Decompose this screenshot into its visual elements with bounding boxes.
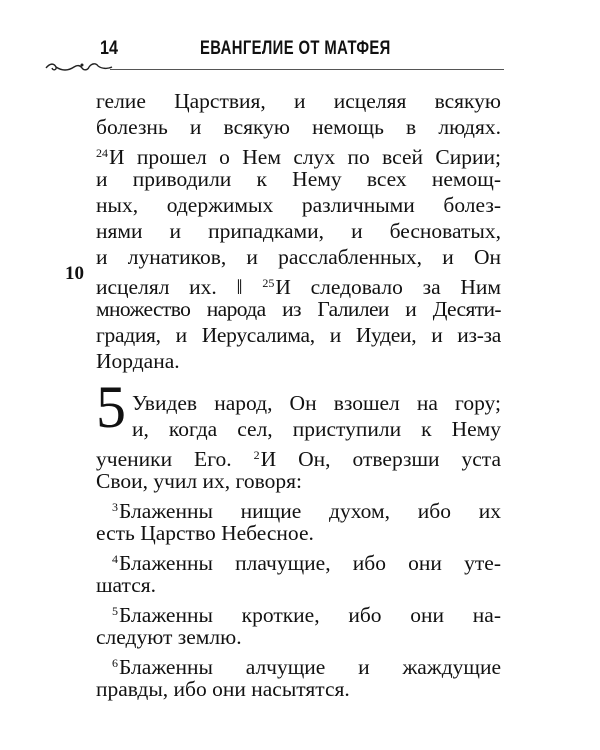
text-line: ных, одержимых различными болез- [96, 193, 501, 217]
page-number: 14 [100, 38, 118, 59]
text-line: ученики Его. $^2$И Он, отверзши уста [96, 447, 501, 471]
text-line: болезнь и всякую немощь в людях. [96, 115, 501, 139]
running-title: ЕВАНГЕЛИЕ ОТ МАТФЕЯ [200, 38, 391, 59]
text-line: правды, ибо они насытятся. [96, 677, 350, 701]
margin-line-number: 10 [65, 263, 84, 284]
text-line: исцелял их. ‖ $^{25}$И следовало за Ним [96, 275, 501, 299]
flourish-ornament-icon [44, 60, 114, 74]
verse-number: 3 [112, 500, 118, 514]
text-line: Свои, учил их, говоря: [96, 469, 302, 493]
header-rule [110, 69, 504, 70]
text-line: следуют землю. [96, 625, 242, 649]
text-line: и, когда сел, приступили к Нему [132, 417, 501, 441]
text-line: $^4$Блаженны плачущие, ибо они уте- [112, 551, 501, 575]
text-line: и приводили к Нему всех немощ- [96, 167, 501, 191]
text-line: множество народа из Галилеи и Десяти- [96, 297, 501, 321]
chapter-drop-cap: 5 [96, 374, 126, 440]
text-line: $^3$Блаженны нищие духом, ибо их [112, 499, 501, 523]
text-line: Увидев народ, Он взошел на гору; [132, 391, 501, 415]
text-line: $^6$Блаженны алчущие и жаждущие [112, 655, 501, 679]
text-line: шатся. [96, 573, 157, 597]
verse-number: 5 [112, 604, 118, 618]
text-line: есть Царство Небесное. [96, 521, 314, 545]
text-line: $^5$Блаженны кроткие, ибо они на- [112, 603, 501, 627]
text-line: $^{24}$И прошел о Нем слух по всей Сирии; [96, 145, 501, 169]
text-line: и лунатиков, и расслабленных, и Он [96, 245, 501, 269]
verse-number: 4 [112, 552, 118, 566]
verse-number: 25 [262, 276, 275, 290]
text-line: нями и припадками, и бесноватых, [96, 219, 501, 243]
verse-number: 2 [253, 448, 260, 462]
running-header [90, 38, 504, 64]
verse-number: 6 [112, 656, 118, 670]
text-line: гелие Царствия, и исцеляя всякую [96, 89, 501, 113]
verse-number: 24 [96, 146, 108, 160]
text-line: градия, и Иерусалима, и Иудеи, и из-за [96, 323, 501, 347]
text-line: Иордана. [96, 349, 180, 373]
